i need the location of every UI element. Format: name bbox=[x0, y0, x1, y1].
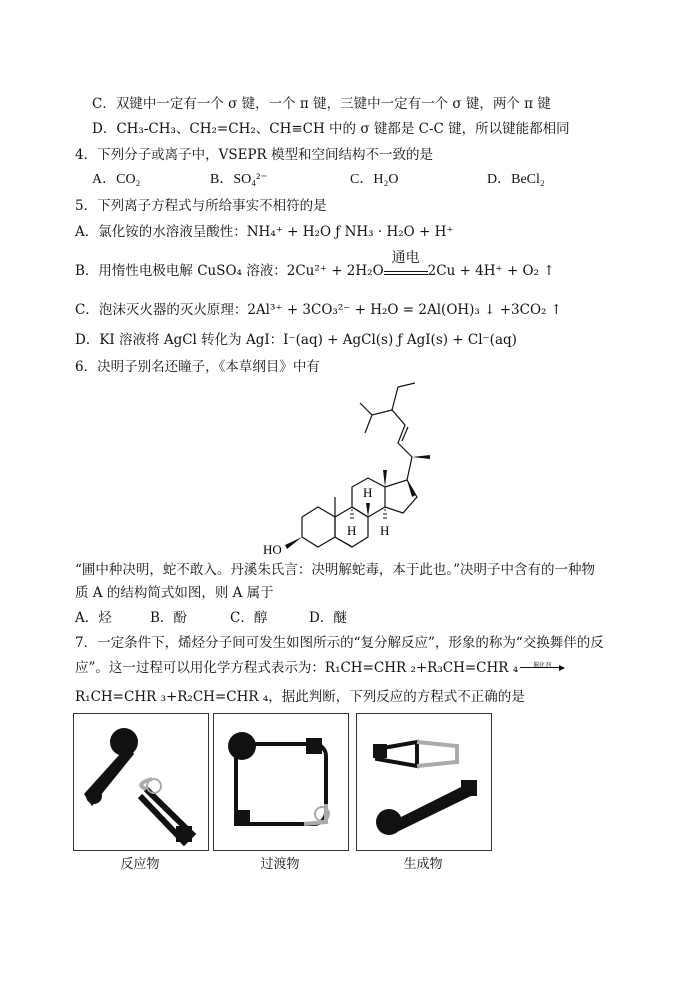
caption-transition: 过渡物 bbox=[260, 857, 300, 872]
figure-products bbox=[356, 713, 492, 851]
q4-option-a: A．CO₂ bbox=[92, 172, 141, 187]
hydroxyl-label: HO bbox=[263, 542, 282, 557]
q6-stem2: 质 A 的结构简式如图，则 A 属于 bbox=[75, 585, 274, 601]
q4-stem: 4．下列分子或离子中，VSEPR 模型和空间结构不一致的是 bbox=[75, 147, 433, 163]
q6-option-c: C．醇 bbox=[230, 610, 268, 626]
q7-stem1: 7．一定条件下，烯烃分子间可发生如图所示的“复分解反应”，形象的称为“交换舞伴的反 bbox=[75, 635, 604, 651]
catalyst-label: 催化剂 bbox=[533, 662, 552, 669]
q4-option-c: C．H₂O bbox=[350, 172, 399, 187]
figure-transition bbox=[213, 713, 349, 851]
h-label: H bbox=[363, 485, 373, 500]
caption-products: 生成物 bbox=[403, 857, 443, 872]
transition-illustration bbox=[214, 714, 348, 850]
caption-reactants: 反应物 bbox=[120, 857, 160, 872]
q3-option-c: C．双键中一定有一个 σ 键，一个 π 键，三键中一定有一个 σ 键，两个 π 键 bbox=[92, 96, 551, 112]
q7-stem2 bbox=[75, 659, 566, 677]
figure-reactants bbox=[73, 713, 209, 851]
reactants-illustration bbox=[74, 714, 208, 850]
reaction-arrow bbox=[520, 662, 564, 669]
h-label: H bbox=[347, 523, 357, 538]
q5-option-b-condition: 通电 bbox=[391, 250, 420, 266]
q5-stem: 5．下列离子方程式与所给事实不相符的是 bbox=[75, 198, 327, 214]
products-illustration bbox=[357, 714, 491, 850]
electrolysis-equals-sign bbox=[384, 250, 428, 275]
q5-option-a: A．氯化铵的水溶液呈酸性：NH₄⁺ + H₂O ƒ NH₃ · H₂O + H⁺ bbox=[75, 224, 454, 240]
q7-stem3: R₁CH=CHR ₃+R₂CH=CHR ₄，据此判断，下列反应的方程式不正确的是 bbox=[75, 689, 525, 705]
q7-stem2-prefix: 应”。这一过程可以用化学方程式表示为：R₁CH=CHR ₂+R₃CH=CHR ₄ bbox=[75, 660, 519, 676]
q6-option-d: D．醚 bbox=[309, 610, 347, 626]
steroid-structure bbox=[250, 365, 450, 560]
q3-option-d: D．CH₃-CH₃、CH₂=CH₂、CH≡CH 中的 σ 键都是 C-C 键，所以键能都相同 bbox=[92, 121, 570, 137]
q4-option-b: B．SO₄²⁻ bbox=[210, 172, 268, 187]
q6-option-b: B．酚 bbox=[150, 610, 187, 626]
q5-option-b-left: B．用惰性电极电解 CuSO₄ 溶液：2Cu²⁺ + 2H₂O bbox=[75, 263, 384, 279]
q6-option-a: A．烃 bbox=[75, 610, 112, 626]
q5-option-b bbox=[75, 250, 555, 280]
q6-quote: “圃中种决明，蛇不敢入。丹溪朱氏言：决明解蛇毒，本于此也。”决明子中含有的一种物 bbox=[75, 562, 596, 578]
q5-option-d: D．KI 溶液将 AgCl 转化为 AgI：I⁻(aq) + AgCl(s) ƒ AgI(s) + Cl⁻(aq) bbox=[75, 332, 517, 348]
q5-option-b-right: 2Cu + 4H⁺ + O₂ ↑ bbox=[427, 263, 555, 279]
h-label: H bbox=[380, 523, 390, 538]
q5-option-c: C．泡沫灭火器的灭火原理：2Al³⁺ + 3CO₃²⁻ + H₂O = 2Al(OH)₃ ↓ +3CO₂ ↑ bbox=[75, 302, 563, 318]
q4-option-d: D．BeCl₂ bbox=[487, 172, 545, 187]
q6-stem: 6．决明子别名还瞳子，《本草纲目》中有 bbox=[75, 359, 320, 375]
